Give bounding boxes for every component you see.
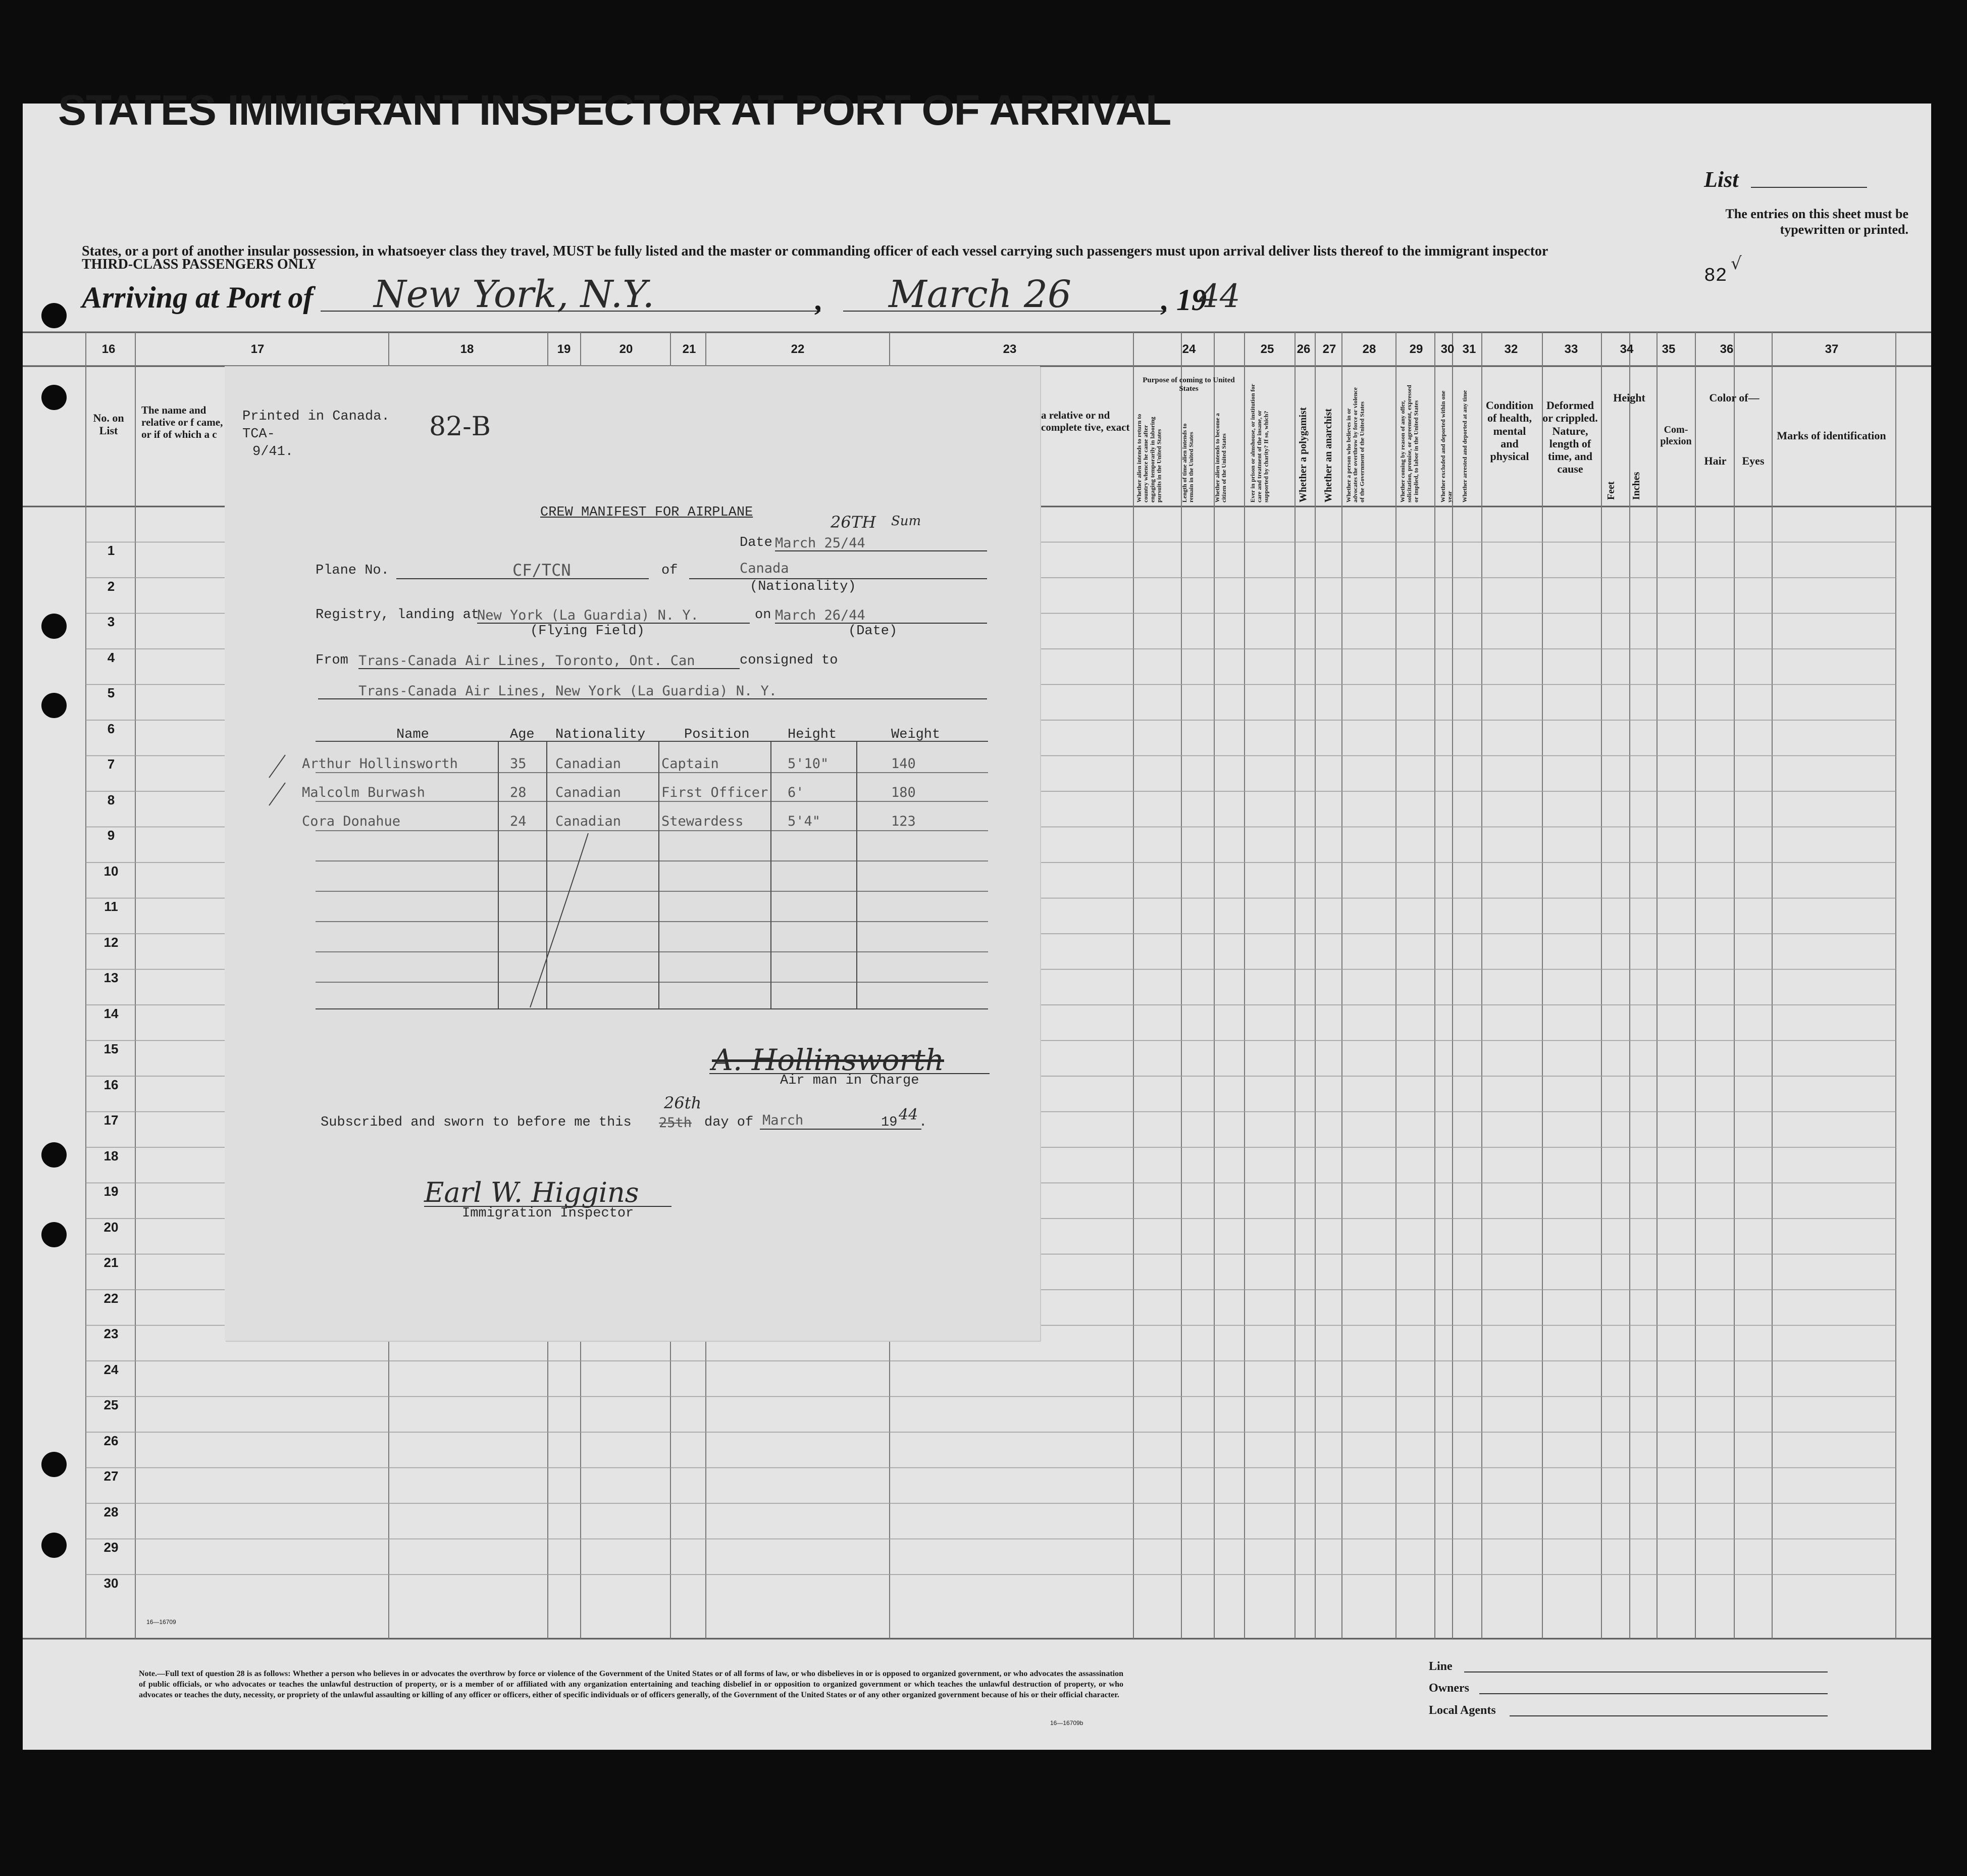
printed-in-canada: Printed in Canada. xyxy=(242,409,390,424)
q27-header: Whether an anarchist xyxy=(1323,409,1334,502)
sworn-prefix: Subscribed and sworn to before me this xyxy=(321,1115,632,1130)
row-number: 5 xyxy=(107,685,115,700)
hair-header: Hair xyxy=(1704,454,1727,467)
feet-header: Feet xyxy=(1606,481,1617,500)
row-number: 2 xyxy=(107,578,115,594)
crew-age: 24 xyxy=(510,814,527,829)
list-label: List xyxy=(1704,167,1739,192)
q25-header: Ever in prison or almshouse, or institution for care and treatment of the insane, or supported by charity? If so, which? xyxy=(1249,384,1270,502)
row-number: 16 xyxy=(103,1077,119,1092)
row-number: 10 xyxy=(103,863,119,879)
column-number: 22 xyxy=(791,342,805,356)
date-initials: Sum xyxy=(891,514,921,529)
marks-header: Marks of identification xyxy=(1777,429,1886,442)
purpose-return-header: Whether alien intends to return to country whence he came after engaging temporarily in laboring pursuits in the United States xyxy=(1135,414,1163,502)
row-number: 1 xyxy=(107,543,115,558)
third-class-note: THIRD-CLASS PASSENGERS ONLY xyxy=(82,257,317,272)
column-number: 31 xyxy=(1462,342,1476,356)
sworn-period: . xyxy=(919,1115,927,1130)
crew-weight: 140 xyxy=(891,756,916,772)
column-number: 32 xyxy=(1504,342,1518,356)
col-weight-header: Weight xyxy=(891,727,941,742)
no-on-list-header: No. on List xyxy=(93,412,124,437)
inspector-caption: Immigration Inspector xyxy=(462,1206,634,1221)
comma-separator: , xyxy=(815,283,823,317)
manifest-reference: 82-B xyxy=(429,412,491,442)
entries-note: The entries on this sheet must be typewritten or printed. xyxy=(1725,207,1908,237)
row-number: 17 xyxy=(103,1112,119,1128)
local-agents-label: Local Agents xyxy=(1429,1704,1496,1717)
column-number: 36 xyxy=(1720,342,1734,356)
sworn-month: March xyxy=(762,1112,804,1128)
crew-height: 6' xyxy=(788,785,804,800)
year-printed: , 19 xyxy=(1161,283,1207,317)
row-number: 13 xyxy=(103,970,119,985)
year-handwritten: 44 xyxy=(1199,278,1240,315)
crew-height: 5'10" xyxy=(788,756,829,772)
crew-name: Malcolm Burwash xyxy=(302,785,425,800)
column-number: 26 xyxy=(1297,342,1311,356)
crew-manifest-card xyxy=(225,366,1040,1341)
small-form-stamp: 16—16709 xyxy=(146,1618,176,1626)
nationality-value: Canada xyxy=(740,561,789,576)
row-number: 9 xyxy=(107,828,115,843)
purpose-header: Purpose of coming to United States xyxy=(1143,376,1235,393)
date-handwritten: March 26 xyxy=(889,273,1072,316)
row-number: 19 xyxy=(103,1184,119,1199)
row-number: 29 xyxy=(103,1540,119,1555)
column-number: 19 xyxy=(557,342,571,356)
date-caption: (Date) xyxy=(848,624,898,639)
column-number: 17 xyxy=(250,342,265,356)
column-number: 33 xyxy=(1564,342,1578,356)
row-number: 4 xyxy=(107,649,115,665)
crew-age: 35 xyxy=(510,756,527,772)
sworn-day-written: 26th xyxy=(664,1093,702,1112)
column-number: 16 xyxy=(101,342,116,356)
column-number: 24 xyxy=(1182,342,1196,356)
owners-underline xyxy=(1479,1693,1828,1694)
q28-header: Whether a person who believes in or advocates the overthrow by force or violence of the Government of the United States xyxy=(1345,387,1366,502)
row-number: 3 xyxy=(107,614,115,629)
column-number: 18 xyxy=(460,342,474,356)
q31-header: Whether arrested and deported at any time xyxy=(1461,390,1468,502)
manifest-title: CREW MANIFEST FOR AIRPLANE xyxy=(540,505,753,520)
purpose-length-header: Length of time alien intends to remain in the United States xyxy=(1181,423,1195,502)
list-number: 82 xyxy=(1704,265,1727,287)
color-of-header: Color of— xyxy=(1709,391,1759,404)
plane-no-value: CF/TCN xyxy=(512,561,571,580)
plane-no-label: Plane No. xyxy=(316,563,389,578)
crew-age: 28 xyxy=(510,785,527,800)
height-header: Height xyxy=(1613,391,1645,404)
column-number: 29 xyxy=(1409,342,1423,356)
inspector-signature: Earl W. Higgins xyxy=(424,1177,639,1208)
port-handwritten: New York, N.Y. xyxy=(374,273,655,316)
date-correction: 26TH xyxy=(831,513,876,532)
row-number: 24 xyxy=(103,1361,119,1377)
q30-header: Whether excluded and deported within one year xyxy=(1439,390,1454,502)
eyes-header: Eyes xyxy=(1742,454,1765,467)
crew-name: Arthur Hollinsworth xyxy=(302,756,458,772)
column-number: 21 xyxy=(682,342,696,356)
flying-field-caption: (Flying Field) xyxy=(530,624,645,639)
owners-label: Owners xyxy=(1429,1682,1469,1695)
row-number: 12 xyxy=(103,934,119,950)
nationality-caption: (Nationality) xyxy=(750,579,856,594)
col-name-header: Name xyxy=(396,727,429,742)
line-label: Line xyxy=(1429,1660,1453,1673)
form-title: STATES IMMIGRANT INSPECTOR AT PORT OF ARRIVAL xyxy=(58,86,1171,134)
row-number: 26 xyxy=(103,1433,119,1448)
registry-value: New York (La Guardia) N. Y. xyxy=(477,607,699,623)
form-code: TCA- xyxy=(242,427,275,442)
col-height-header: Height xyxy=(788,727,837,742)
arriving-label: Arriving at Port of xyxy=(82,281,314,314)
airman-signature: A. Hollinsworth xyxy=(712,1043,944,1077)
col-nationality-header: Nationality xyxy=(555,727,646,742)
crew-weight: 180 xyxy=(891,785,916,800)
from-value: Trans-Canada Air Lines, Toronto, Ont. Can xyxy=(358,653,695,669)
form-subtitle: States, or a port of another insular possession, in whatsoeyer class they travel, MUST be fully listed and the master or commanding officer of each vessel carrying such passengers must upon arrival deliver lists thereof to the immigrant inspector xyxy=(82,243,1548,259)
col-position-header: Position xyxy=(684,727,750,742)
crew-weight: 123 xyxy=(891,814,916,829)
crew-nationality: Canadian xyxy=(555,814,622,829)
sworn-year-prefix: 19 xyxy=(881,1115,898,1130)
row-number: 27 xyxy=(103,1468,119,1484)
q26-header: Whether a polygamist xyxy=(1298,407,1309,502)
on-label: on xyxy=(755,607,771,623)
row-number: 11 xyxy=(104,899,118,914)
sworn-day-struck: 25th xyxy=(659,1115,692,1131)
col23-partial-header: a relative or nd complete tive, exact xyxy=(1041,409,1130,434)
col-age-header: Age xyxy=(510,727,535,742)
column-number: 34 xyxy=(1620,342,1634,356)
crew-height: 5'4" xyxy=(788,814,821,829)
crew-position: Captain xyxy=(661,756,719,772)
registry-label: Registry, landing at xyxy=(316,607,480,623)
crew-name: Cora Donahue xyxy=(302,814,401,829)
row-number: 21 xyxy=(103,1255,119,1270)
crew-position: First Officer xyxy=(661,785,768,800)
row-number: 14 xyxy=(103,1005,119,1021)
sworn-year: 44 xyxy=(899,1106,918,1124)
q29-header: Whether coming by reason of any offer, solicitation, promise, or agreement, expressed or implied, to labor in the United States xyxy=(1399,385,1420,502)
row-number: 28 xyxy=(103,1504,119,1519)
question-28-note: Note.—Full text of question 28 is as follows: Whether a person who believes in or advocates the overthrow by force or violence of the Government of the United States or of all forms of law, or who disbelieves in or is opposed to organized government, or who advocates the assassination of public officials, or who advocates or teaches the unlawful destruction of property, or is a member of or affiliated with any organization entertaining and teaching disbelief in or opposition to organized government or which teaches the unlawful destruction of property, or who advocates or teaches the duty, necessity, or propriety of the unlawful assaulting or killing of any officer or officers, either of specific individuals or of officers generally, of the Government of the United States or of any other organized government because of his or their official character. xyxy=(139,1669,1123,1699)
local-agents-underline xyxy=(1510,1715,1828,1716)
consigned-label: consigned to xyxy=(740,653,838,668)
crew-nationality: Canadian xyxy=(555,785,622,800)
of-label: of xyxy=(661,563,678,578)
column-number: 27 xyxy=(1322,342,1336,356)
line-underline xyxy=(1464,1671,1828,1672)
row-number: 18 xyxy=(103,1148,119,1163)
purpose-citizen-header: Whether alien intends to become a citizen of the United States xyxy=(1214,413,1228,502)
list-checkmark: √ xyxy=(1731,253,1742,274)
airman-caption: Air man in Charge xyxy=(780,1073,919,1088)
row-number: 20 xyxy=(103,1219,119,1235)
date-label: Date xyxy=(740,535,772,550)
column-number: 37 xyxy=(1825,342,1839,356)
row-number: 30 xyxy=(103,1575,119,1591)
column-number: 30 xyxy=(1440,342,1455,356)
complexion-header: Com-plexion xyxy=(1660,424,1692,447)
row-number: 25 xyxy=(103,1397,119,1412)
col17-partial-header: The name and relative or f came, or if of which a c xyxy=(141,404,223,441)
footer-form-stamp: 16—16709b xyxy=(1050,1719,1083,1727)
column-number: 28 xyxy=(1362,342,1376,356)
row-number: 7 xyxy=(107,756,115,772)
q32-header: Condition of health, mental and physical xyxy=(1485,399,1534,463)
sworn-day-label: day of xyxy=(704,1115,754,1130)
row-number: 8 xyxy=(107,792,115,807)
column-number: 35 xyxy=(1662,342,1676,356)
crew-position: Stewardess xyxy=(661,814,744,829)
column-number: 25 xyxy=(1260,342,1274,356)
form-date: 9/41. xyxy=(252,444,294,460)
row-number: 22 xyxy=(103,1290,119,1306)
from-label: From xyxy=(316,653,348,668)
row-number: 23 xyxy=(103,1326,119,1341)
on-date-value: March 26/44 xyxy=(775,607,865,623)
inches-header: Inches xyxy=(1631,472,1642,500)
date-value: March 25/44 xyxy=(775,535,865,551)
column-number: 20 xyxy=(619,342,633,356)
q33-header: Deformed or crippled. Nature, length of time, and cause xyxy=(1542,399,1598,476)
consigned-value: Trans-Canada Air Lines, New York (La Guardia) N. Y. xyxy=(358,683,778,699)
row-number: 6 xyxy=(107,721,115,736)
crew-nationality: Canadian xyxy=(555,756,622,772)
row-number: 15 xyxy=(103,1041,119,1056)
column-number: 23 xyxy=(1003,342,1017,356)
